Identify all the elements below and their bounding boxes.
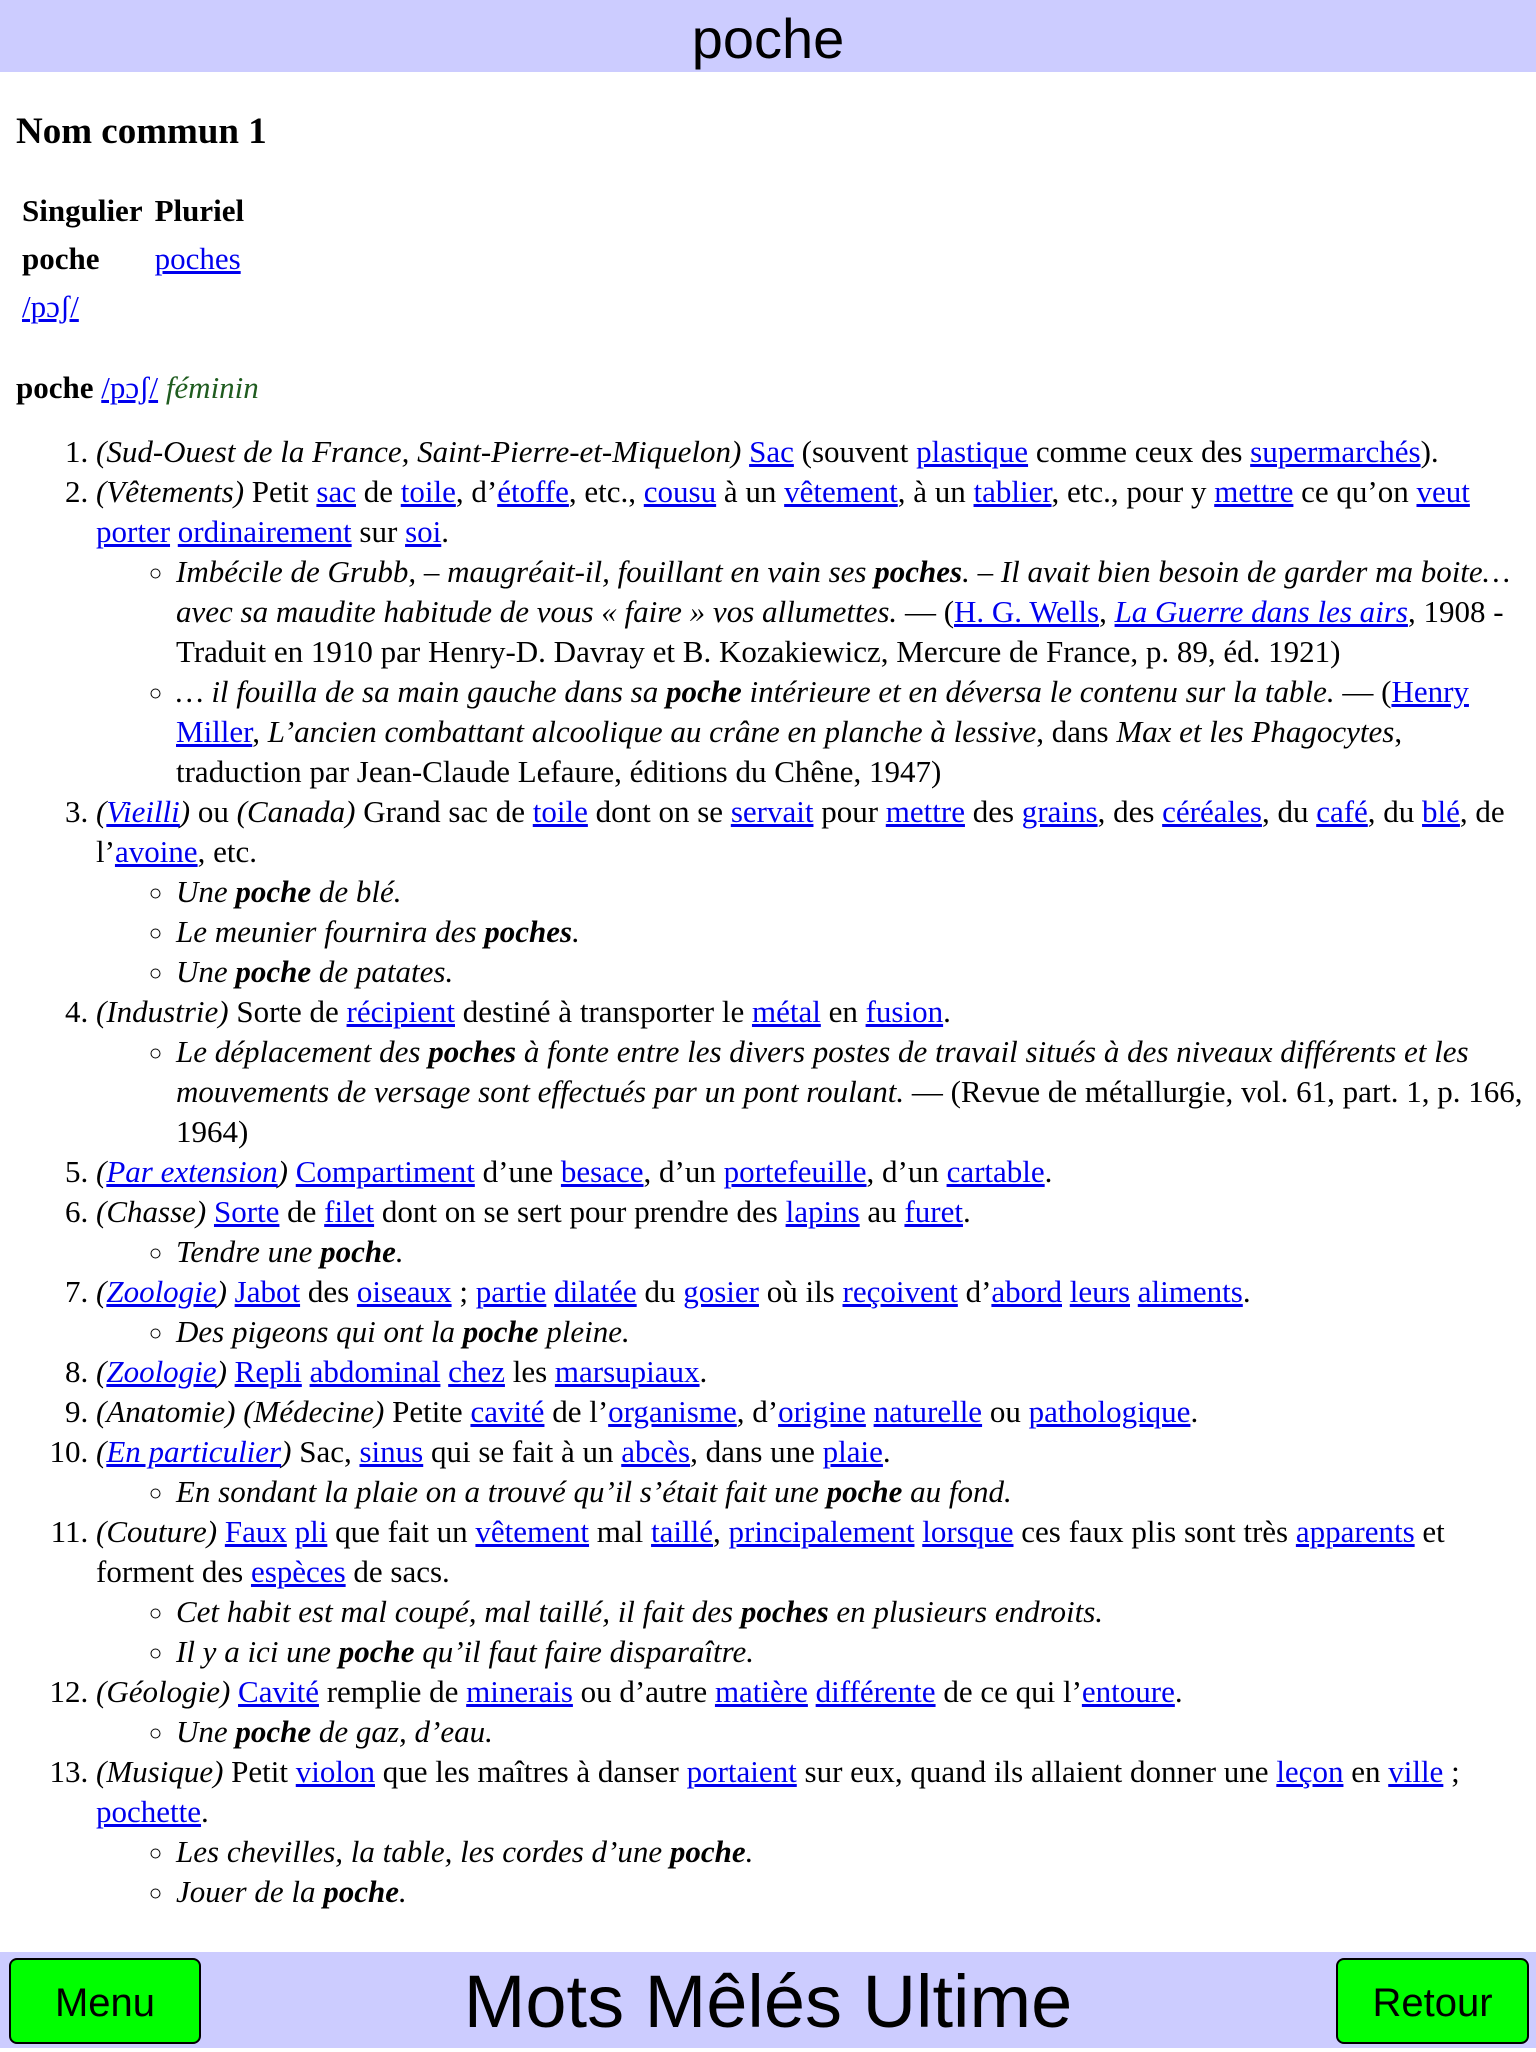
link[interactable]: cousu [643,474,717,509]
example: ◦ Imbécile de Grubb, – maugréait-il, fouillant en vain ses poches. – Il avait bien besoin de garder ma boite… avec sa maudite habitude de vous « faire » vos allumettes. — (H. G. Wells, La Guerre dans les airs, 1908 - Traduit en 1910 par Henry-D. Davray et B. Kozakiewicz, Mercure de France, p. 89, éd. 1921) [176,552,1530,672]
link[interactable]: pochette [96,1794,202,1829]
link[interactable]: besace [560,1154,644,1189]
link[interactable]: plastique [916,434,1029,469]
example: ◦ … il fouilla de sa main gauche dans sa poche intérieure et en déversa le contenu sur la table. — (Henry Miller, L’ancien combattant alcoolique au crâne en planche à lessive, dans Max et les Phagocytes, traduction par Jean-Claude Lefaure, éditions du Chêne, 1947) [176,672,1530,792]
header-singular: Singulier [22,193,143,228]
link[interactable]: leurs [1069,1274,1131,1309]
link[interactable]: gosier [683,1274,759,1309]
link[interactable]: taillé [651,1514,714,1549]
link[interactable]: Jabot [234,1274,301,1309]
definition-item: 9. (Anatomie) (Médecine) Petite cavité de l’organisme, d’origine naturelle ou pathologique. [96,1392,1530,1432]
definition-item: 4. (Industrie) Sorte de récipient destiné à transporter le métal en fusion. ◦ Le déplacement des poches à fonte entre les divers postes de travail situés à des niveaux différents et les mouvements de versage sont effectués par un pont roulant. — (Revue de métallurgie, vol. 61, part. 1, p. 166, 1964) [96,992,1530,1152]
example: ◦ Tendre une poche. [176,1232,1530,1272]
definition-item: 8. (Zoologie) Repli abdominal chez les marsupiaux. [96,1352,1530,1392]
example: ◦ Une poche de gaz, d’eau. [176,1712,1530,1752]
link[interactable]: mettre [1214,474,1294,509]
definitions-list [0,432,1530,1912]
app-title: Mots Mêlés Ultime [463,1960,1073,2043]
link[interactable]: cartable [946,1154,1045,1189]
link[interactable]: entoure [1081,1674,1175,1709]
link[interactable]: partie [475,1274,547,1309]
link[interactable]: marsupiaux [554,1354,700,1389]
link[interactable]: grains [1021,794,1098,829]
link[interactable]: soi [405,514,442,549]
example: ◦ En sondant la plaie on a trouvé qu’il s’était fait une poche au fond. [176,1472,1530,1512]
page-title: poche [0,0,1536,72]
link[interactable]: avoine [114,834,198,869]
link[interactable]: lorsque [922,1514,1014,1549]
link[interactable]: ville [1388,1754,1444,1789]
back-button[interactable]: Retour [1336,1958,1529,2044]
headword-pronunciation-link[interactable]: /pɔʃ/ [101,370,159,405]
link[interactable]: H. G. Wells [954,594,1100,629]
link[interactable]: Sorte [213,1194,280,1229]
link[interactable]: Faux [224,1514,287,1549]
link[interactable]: Cavité [238,1674,319,1709]
link[interactable]: portaient [686,1754,797,1789]
link[interactable]: espèces [250,1554,346,1589]
link[interactable]: vêtement [475,1514,590,1549]
section-title: Nom commun 1 [16,111,267,152]
link[interactable]: métal [751,994,821,1029]
definition-item: 10. (En particulier) Sac, sinus qui se fait à un abcès, dans une plaie. ◦ En sondant la plaie on a trouvé qu’il s’était fait une poche au fond. [96,1432,1530,1512]
plural-form-link[interactable]: poches [154,241,241,276]
link[interactable]: principalement [728,1514,915,1549]
link[interactable]: fusion [865,994,944,1029]
link[interactable]: origine [778,1394,866,1429]
link[interactable]: naturelle [873,1394,983,1429]
link[interactable]: abcès [621,1434,691,1469]
link[interactable]: tablier [973,474,1052,509]
link[interactable]: oiseaux [356,1274,452,1309]
headword: poche [16,370,94,405]
gender-label: féminin [165,370,259,405]
example: ◦ Le meunier fournira des poches. [176,912,1530,952]
link[interactable]: différente [815,1674,936,1709]
link[interactable]: cavité [470,1394,545,1429]
definition-item: 11. (Couture) Faux pli que fait un vêtement mal taillé, principalement lorsque ces faux plis sont très apparents et forment des espèces de sacs. ◦ Cet habit est mal coupé, mal taillé, il fait des poches en plusieurs endroits. ◦ Il y a ici une poche qu’il faut faire disparaître. [96,1512,1530,1672]
definition-item: 6. (Chasse) Sorte de filet dont on se sert pour prendre des lapins au furet. ◦ Tendre une poche. [96,1192,1530,1272]
link[interactable]: leçon [1276,1754,1344,1789]
link[interactable]: violon [295,1754,375,1789]
definition-item: 13. (Musique) Petit violon que les maîtres à danser portaient sur eux, quand ils allaient donner une leçon en ville ; pochette. ◦ Les chevilles, la table, les cordes d’une poche. ◦ Jouer de la poche. [96,1752,1530,1912]
link[interactable]: abdominal [309,1354,441,1389]
link[interactable]: Par extension [106,1154,278,1189]
definition-content [0,72,1536,1952]
example: ◦ Le déplacement des poches à fonte entre les divers postes de travail situés à des niveaux différents et les mouvements de versage sont effectués par un pont roulant. — (Revue de métallurgie, vol. 61, part. 1, p. 166, 1964) [176,1032,1530,1152]
link[interactable]: Compartiment [295,1154,475,1189]
definition-item: 12. (Géologie) Cavité remplie de minerais ou d’autre matière différente de ce qui l’entoure. ◦ Une poche de gaz, d’eau. [96,1672,1530,1752]
link[interactable]: Sac [749,434,794,469]
link[interactable]: Vieilli [106,794,180,829]
example: ◦ Cet habit est mal coupé, mal taillé, il fait des poches en plusieurs endroits. [176,1592,1530,1632]
example: ◦ Jouer de la poche. [176,1872,1530,1912]
link[interactable]: récipient [346,994,455,1029]
link[interactable]: veut [1416,474,1470,509]
example: ◦ Des pigeons qui ont la poche pleine. [176,1312,1530,1352]
link[interactable]: furet [904,1194,963,1229]
bottom-bar [0,1952,1536,2048]
link[interactable]: céréales [1162,794,1262,829]
link[interactable]: pathologique [1028,1394,1191,1429]
link[interactable]: plaie [822,1434,883,1469]
example: ◦ Les chevilles, la table, les cordes d’une poche. [176,1832,1530,1872]
link[interactable]: blé [1422,794,1460,829]
link[interactable]: servait [730,794,814,829]
link[interactable]: apparents [1295,1514,1415,1549]
definition-item: 2. (Vêtements) Petit sac de toile, d’étoffe, etc., cousu à un vêtement, à un tablier, etc., pour y mettre ce qu’on veut porter ordinairement sur soi. ◦ Imbécile de Grubb, – maugréait-il, fouillant en vain ses poches. – Il avait bien besoin de garder ma boite… avec sa maudite habitude de vous « faire » vos allumettes. — (H. G. Wells, La Guerre dans les airs, 1908 - Traduit en 1910 par Henry-D. Davray et B. Kozakiewicz, Mercure de France, p. 89, éd. 1921) ◦ … il fouilla de sa main gauche dans sa poche intérieure et en déversa le contenu sur la table. — (Henry Miller, L’ancien combattant alcoolique au crâne en planche à lessive, dans Max et les Phagocytes, traduction par Jean-Claude Lefaure, éditions du Chêne, 1947) [96,472,1530,792]
definition-item: 3. (Vieilli) ou (Canada) Grand sac de toile dont on se servait pour mettre des grains, des céréales, du café, du blé, de l’avoine, etc. ◦ Une poche de blé. ◦ Le meunier fournira des poches. ◦ Une poche de patates. [96,792,1530,992]
headword-line [16,370,259,406]
link[interactable]: Repli [234,1354,302,1389]
link[interactable]: vêtement [784,474,898,509]
link[interactable]: supermarchés [1250,434,1421,469]
link[interactable]: En particulier [106,1434,282,1469]
link[interactable]: abord [991,1274,1062,1309]
link[interactable]: chez [448,1354,505,1389]
link[interactable]: matière [714,1674,808,1709]
link[interactable]: toile [400,474,456,509]
inflection-table [16,187,250,331]
link[interactable]: sinus [359,1434,424,1469]
link[interactable]: toile [532,794,588,829]
menu-button[interactable]: Menu [9,1958,201,2044]
link[interactable]: minerais [466,1674,573,1709]
link[interactable]: reçoivent [842,1274,958,1309]
link[interactable]: mettre [885,794,965,829]
link[interactable]: portefeuille [723,1154,867,1189]
link[interactable]: café [1316,794,1368,829]
link[interactable]: pli [294,1514,328,1549]
header-plural: Pluriel [154,193,245,228]
definition-item: 1. (Sud-Ouest de la France, Saint-Pierre-et-Miquelon) Sac (souvent plastique comme ceux des supermarchés). [96,432,1530,472]
link[interactable]: dilatée [554,1274,637,1309]
singular-form: poche [22,241,100,276]
definition-item: 5. (Par extension) Compartiment d’une besace, d’un portefeuille, d’un cartable. [96,1152,1530,1192]
link[interactable]: aliments [1137,1274,1243,1309]
example: ◦ Une poche de blé. [176,872,1530,912]
link[interactable]: porter [96,514,171,549]
definition-item: 7. (Zoologie) Jabot des oiseaux ; partie dilatée du gosier où ils reçoivent d’abord leurs aliments. ◦ Des pigeons qui ont la poche pleine. [96,1272,1530,1352]
link[interactable]: ordinairement [177,514,352,549]
link[interactable]: organisme [608,1394,737,1429]
pronunciation-link[interactable]: /pɔʃ/ [22,289,79,324]
example: ◦ Une poche de patates. [176,952,1530,992]
link[interactable]: filet [324,1194,375,1229]
link[interactable]: Zoologie [106,1274,217,1309]
example: ◦ Il y a ici une poche qu’il faut faire disparaître. [176,1632,1530,1672]
link[interactable]: lapins [785,1194,860,1229]
link[interactable]: sac [316,474,356,509]
link[interactable]: Henry Miller [176,674,1469,749]
link[interactable]: La Guerre dans les airs [1114,594,1408,629]
link[interactable]: Zoologie [106,1354,217,1389]
link[interactable]: étoffe [497,474,569,509]
